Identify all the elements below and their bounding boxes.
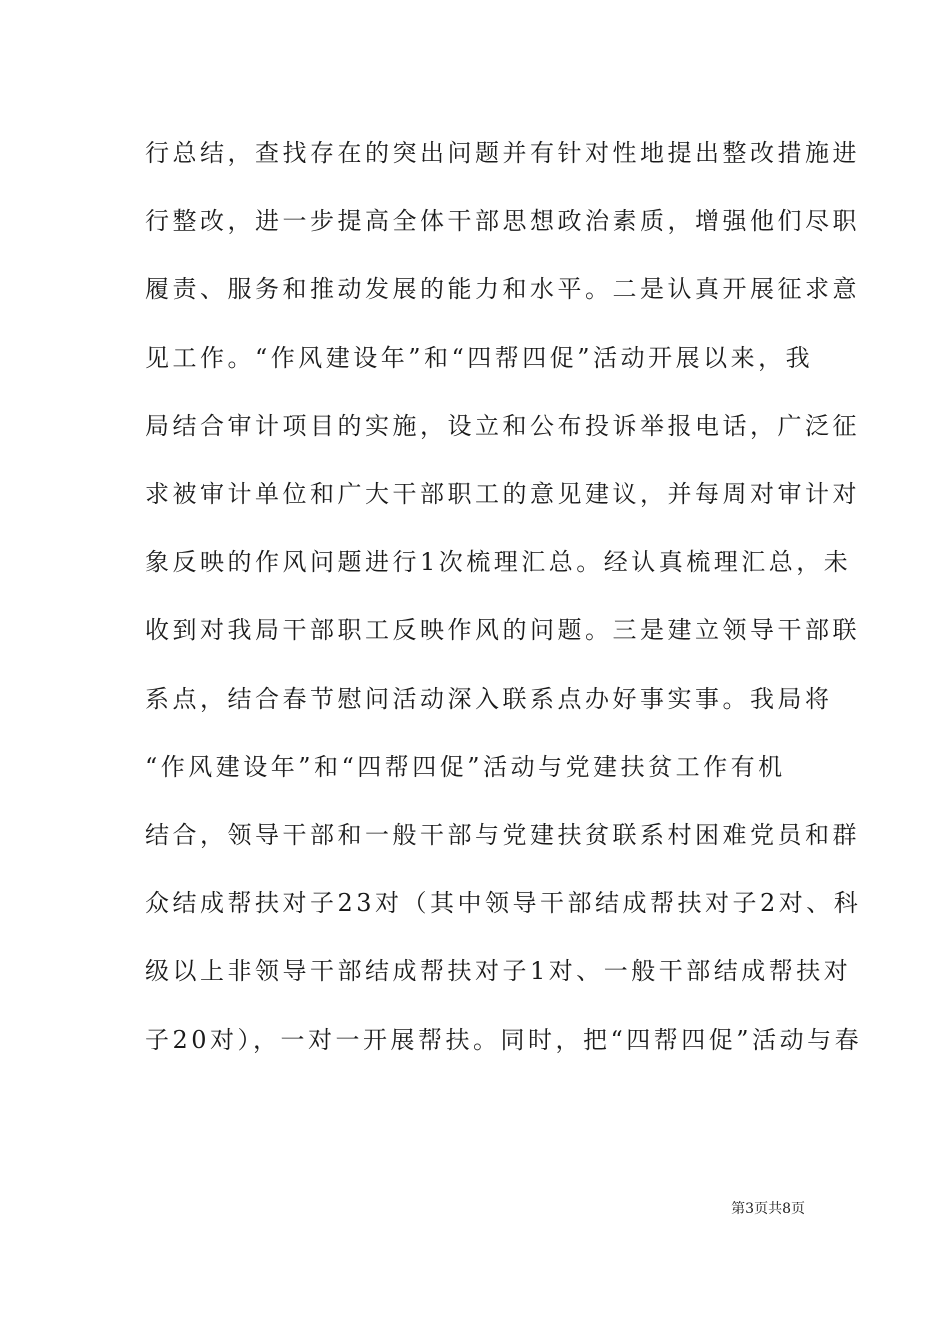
body-text-line-10: “作风建设年”和“四帮四促”活动与党建扶贫工作有机 xyxy=(145,753,786,781)
body-text-line-7: 象反映的作风问题进行1次梳理汇总。经认真梳理汇总，未 xyxy=(145,548,852,576)
body-text-line-13: 级以上非领导干部结成帮扶对子1对、一般干部结成帮扶对 xyxy=(145,957,852,985)
body-text-line-6: 求被审计单位和广大干部职工的意见建议，并每周对审计对 xyxy=(145,480,860,508)
body-text-line-9: 系点，结合春节慰问活动深入联系点办好事实事。我局将 xyxy=(145,685,833,713)
body-text-line-3: 履责、服务和推动发展的能力和水平。二是认真开展征求意 xyxy=(145,275,860,303)
body-text-line-2: 行整改，进一步提高全体干部思想政治素质，增强他们尽职 xyxy=(145,207,860,235)
page-number-footer: 第3页共8页 xyxy=(731,1201,805,1217)
body-text-line-11: 结合，领导干部和一般干部与党建扶贫联系村困难党员和群 xyxy=(145,821,860,849)
body-text-line-14: 子20对），一对一开展帮扶。同时，把“四帮四促”活动与春 xyxy=(145,1026,863,1054)
body-text-line-1: 行总结，查找存在的突出问题并有针对性地提出整改措施进 xyxy=(145,139,860,167)
body-text-line-4: 见工作。“作风建设年”和“四帮四促”活动开展以来，我 xyxy=(145,344,814,372)
body-text-line-5: 局结合审计项目的实施，设立和公布投诉举报电话，广泛征 xyxy=(145,412,860,440)
body-text-line-8: 收到对我局干部职工反映作风的问题。三是建立领导干部联 xyxy=(145,616,860,644)
body-text-line-12: 众结成帮扶对子23对（其中领导干部结成帮扶对子2对、科 xyxy=(145,889,862,917)
